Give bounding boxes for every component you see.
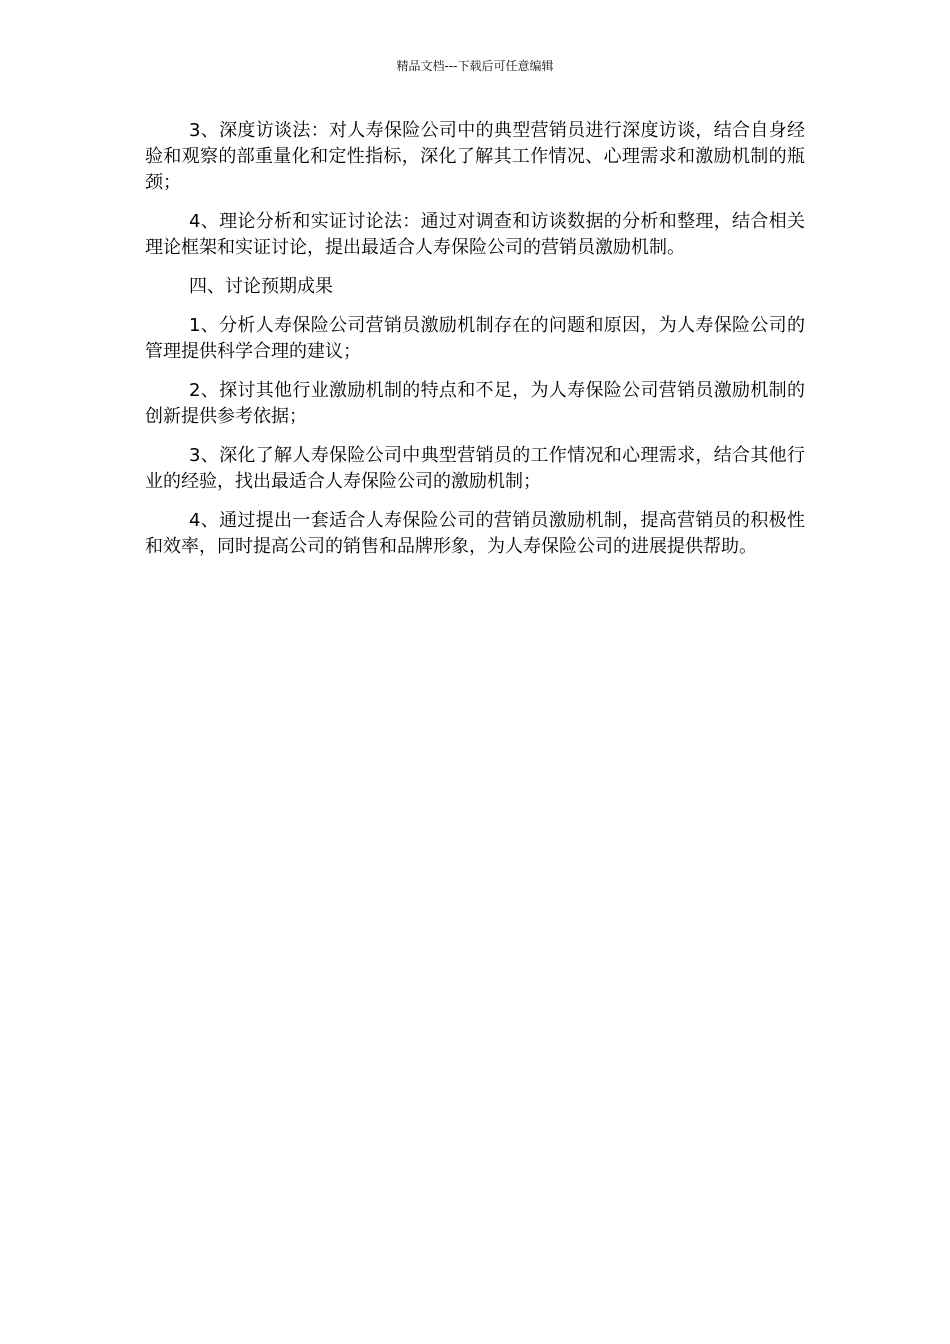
document-body xyxy=(145,118,805,573)
paragraph-result-1: 1、分析人寿保险公司营销员激励机制存在的问题和原因，为人寿保险公司的管理提供科学合理的建议； xyxy=(145,315,805,362)
page-header: 精品文档---下载后可任意编辑 xyxy=(396,59,554,73)
paragraph-method-4: 4、理论分析和实证讨论法：通过对调查和访谈数据的分析和整理，结合相关理论框架和实证讨论，提出最适合人寿保险公司的营销员激励机制。 xyxy=(145,211,805,258)
paragraph-result-4: 4、通过提出一套适合人寿保险公司的营销员激励机制，提高营销员的积极性和效率，同时提高公司的销售和品牌形象，为人寿保险公司的进展提供帮助。 xyxy=(145,510,805,557)
paragraph-result-2: 2、探讨其他行业激励机制的特点和不足，为人寿保险公司营销员激励机制的创新提供参考依据； xyxy=(145,380,805,427)
paragraph-result-3: 3、深化了解人寿保险公司中典型营销员的工作情况和心理需求，结合其他行业的经验，找出最适合人寿保险公司的激励机制； xyxy=(145,445,805,492)
paragraph-method-3: 3、深度访谈法：对人寿保险公司中的典型营销员进行深度访谈，结合自身经验和观察的部重量化和定性指标，深化了解其工作情况、心理需求和激励机制的瓶颈； xyxy=(145,120,805,193)
section-heading-expected-results: 四、讨论预期成果 xyxy=(189,276,333,297)
